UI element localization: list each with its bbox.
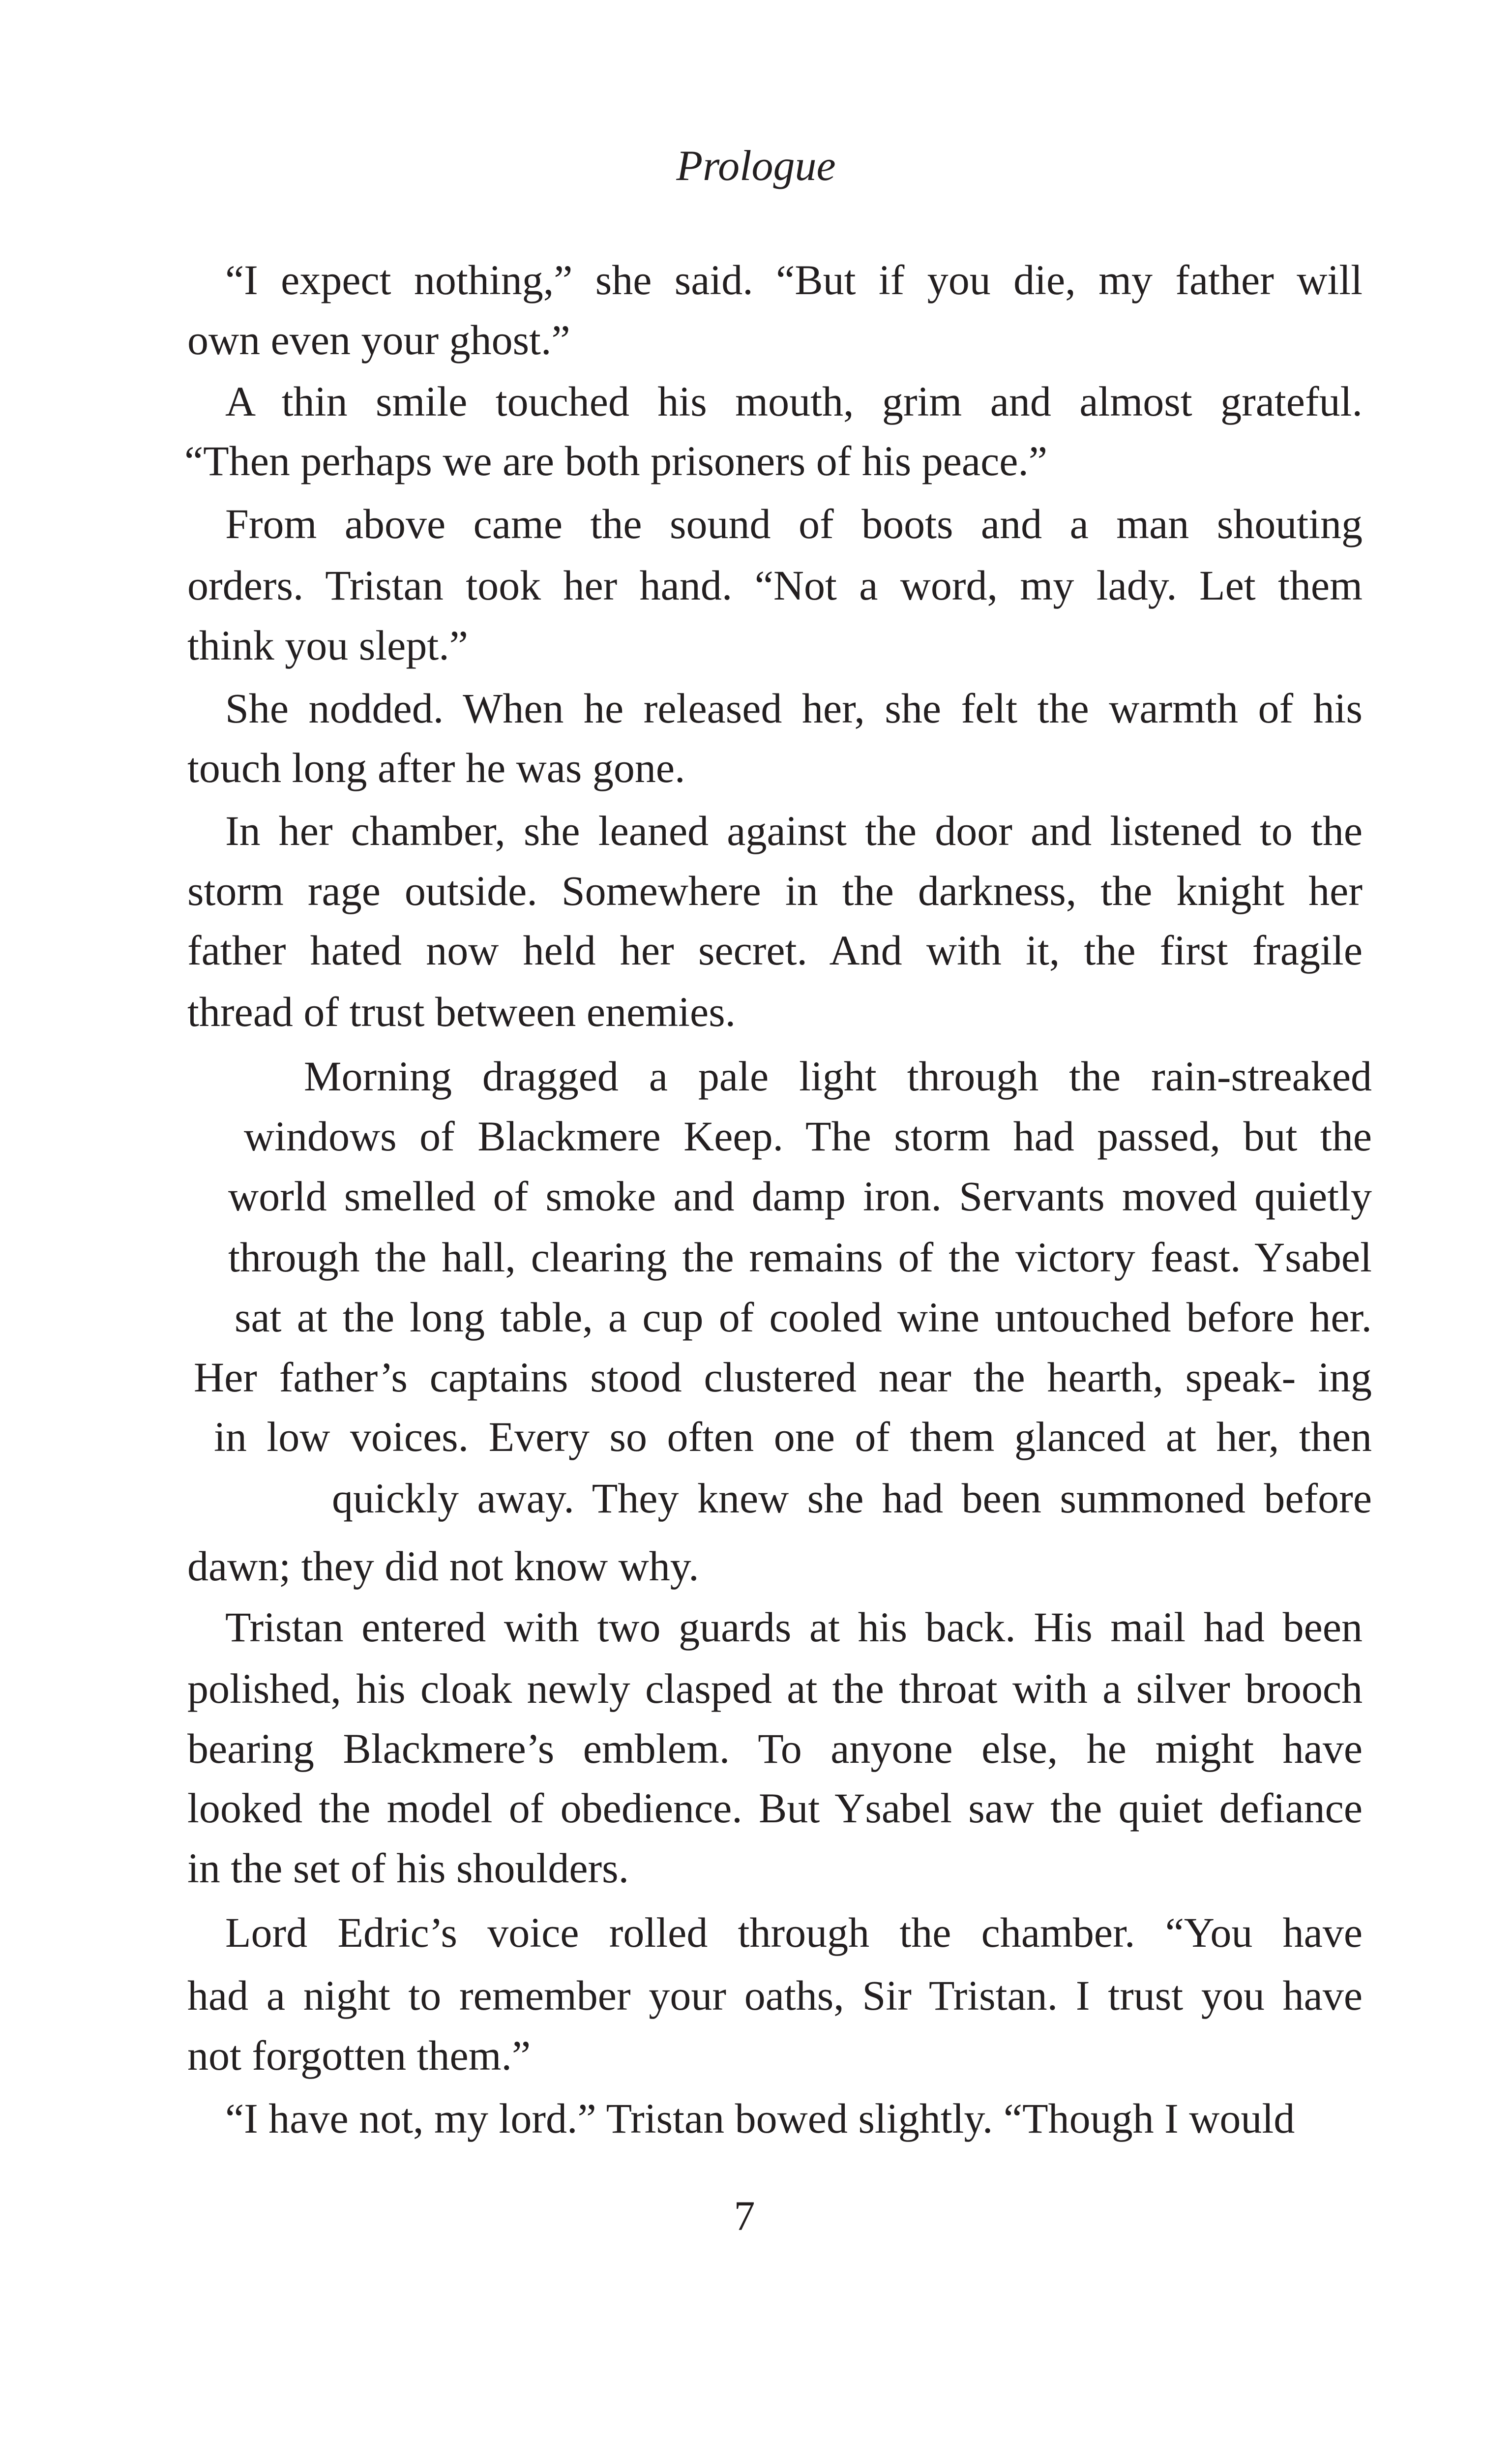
- body-text-line: not forgotten them.”: [187, 2032, 531, 2079]
- body-text-line: sat at the long table, a cup of cooled wine untouched before her.: [235, 1294, 1372, 1341]
- body-text-line: through the hall, clearing the remains of the victory feast. Ysabel: [228, 1234, 1372, 1281]
- body-text-line: windows of Blackmere Keep. The storm had passed, but the: [244, 1113, 1372, 1160]
- body-text-line: bearing Blackmere’s emblem. To anyone else, he might have: [187, 1725, 1363, 1772]
- body-text-line: “Then perhaps we are both prisoners of his peace.”: [184, 437, 1048, 484]
- body-text-line: own even your ghost.”: [187, 316, 570, 363]
- body-text-line: polished, his cloak newly clasped at the throat with a silver brooch: [187, 1665, 1363, 1712]
- body-text-line: touch long after he was gone.: [187, 744, 685, 791]
- page-number: 7: [734, 2192, 755, 2239]
- body-text-line: in the set of his shoulders.: [187, 1844, 629, 1892]
- body-text-line: world smelled of smoke and damp iron. Servants moved quietly: [228, 1173, 1372, 1220]
- body-text-line: think you slept.”: [187, 622, 468, 669]
- body-text-line: quickly away. They knew she had been summoned before: [332, 1475, 1372, 1522]
- body-text-line: Tristan entered with two guards at his back. His mail had been: [225, 1603, 1363, 1651]
- body-text-line: looked the model of obedience. But Ysabel saw the quiet defiance: [187, 1784, 1363, 1832]
- body-text-line: had a night to remember your oaths, Sir Tristan. I trust you have: [187, 1972, 1363, 2019]
- body-text-line: In her chamber, she leaned against the door and listened to the: [225, 807, 1363, 854]
- body-text-line: Morning dragged a pale light through the rain-streaked: [304, 1053, 1372, 1100]
- body-text-line: Her father’s captains stood clustered near the hearth, speak- ing: [194, 1354, 1372, 1401]
- running-head: Prologue: [676, 142, 836, 190]
- body-text-line: “I expect nothing,” she said. “But if you die, my father will: [225, 256, 1363, 303]
- body-text-line: Lord Edric’s voice rolled through the chamber. “You have: [225, 1909, 1363, 1956]
- body-text-line: From above came the sound of boots and a man shouting: [225, 500, 1363, 547]
- body-text-line: “I have not, my lord.” Tristan bowed slightly. “Though I would: [225, 2095, 1295, 2142]
- body-text-line: thread of trust between enemies.: [187, 988, 736, 1035]
- body-text-line: orders. Tristan took her hand. “Not a word, my lady. Let them: [187, 562, 1363, 609]
- body-text-line: father hated now held her secret. And with it, the first fragile: [187, 927, 1363, 974]
- body-text-line: She nodded. When he released her, she felt the warmth of his: [225, 685, 1363, 732]
- body-text-line: A thin smile touched his mouth, grim and almost grateful.: [225, 378, 1363, 425]
- body-text-line: dawn; they did not know why.: [187, 1542, 699, 1590]
- body-text-line: storm rage outside. Somewhere in the darkness, the knight her: [187, 867, 1363, 914]
- body-text-line: in low voices. Every so often one of them glanced at her, then: [214, 1413, 1372, 1460]
